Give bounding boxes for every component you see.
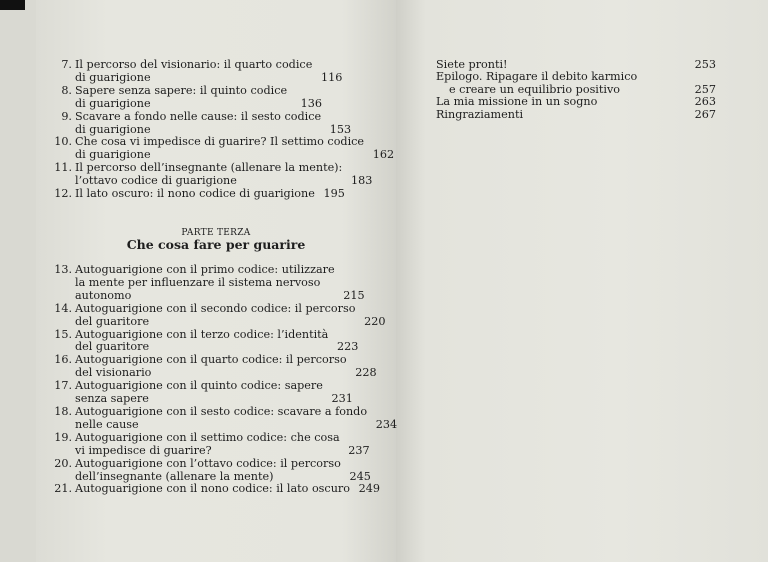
chapter-title-line: Autoguarigione con il primo codice: utilizzare (75, 263, 335, 276)
toc-entry (50, 482, 380, 496)
chapter-title-line: Autoguarigione con il nono codice: il lato oscuro (75, 482, 350, 496)
part-title: Che cosa fare per guarire (126, 237, 306, 252)
chapter-number: 14. (54, 301, 72, 315)
chapter-title-line: di guarigione (75, 148, 151, 162)
chapter-number: 10. (54, 135, 72, 149)
chapter-title-line: Sapere senza sapere: il quinto codice (75, 83, 288, 97)
chapter-number: 16. (54, 353, 72, 367)
chapter-title-line: autonomo (75, 288, 132, 302)
section-title-line: Epilogo. Ripagare il debito karmico (436, 70, 638, 84)
chapter-title-line: Scavare a fondo nelle cause: il sesto codice (75, 109, 322, 123)
toc-entry (50, 85, 322, 111)
toc-entry (50, 58, 343, 85)
chapter-title-line: Autoguarigione con il quarto codice: il percorso (75, 353, 347, 367)
chapter-title-line: Autoguarigione con il settimo codice: che cosa (75, 430, 340, 444)
chapter-title-line: del guaritore (75, 314, 150, 328)
page-number: 249 (358, 482, 380, 496)
toc-list-bottom (50, 263, 398, 496)
chapter-title-line: del visionario (75, 366, 152, 380)
toc-list-top (50, 58, 395, 201)
chapter-number: 9. (61, 109, 72, 123)
chapter-title-line: Il lato oscuro: il nono codice di guarigione (75, 187, 315, 201)
chapter-title-line: vi impedisce di guarire? (75, 443, 212, 457)
chapter-title-line: Che cosa vi impedisce di guarire? Il settimo codice (75, 135, 365, 149)
toc-entry (50, 135, 395, 162)
page-number: 183 (350, 174, 373, 188)
chapter-title-line: di guarigione (75, 70, 151, 84)
chapter-title-line: di guarigione (75, 96, 151, 110)
toc-entry (436, 96, 716, 108)
chapter-number: 20. (54, 456, 72, 470)
page-number: 228 (355, 366, 377, 380)
toc-entry (50, 263, 365, 303)
toc-entry (436, 71, 716, 96)
toc-entry (50, 301, 386, 329)
toc-entry (50, 161, 373, 188)
page-number: 245 (349, 469, 371, 483)
page-number: 263 (694, 95, 716, 109)
section-title-line: Siete pronti! (436, 58, 508, 71)
page-number: 253 (694, 58, 716, 71)
chapter-title-line: Il percorso del visionario: il quarto codice (75, 58, 313, 71)
page-number: 195 (323, 187, 345, 201)
page-number: 257 (694, 82, 716, 96)
page-number: 267 (694, 107, 716, 121)
chapter-number: 19. (54, 430, 72, 444)
chapter-number: 18. (54, 404, 72, 418)
chapter-title-line: Autoguarigione con il sesto codice: scavare a fondo (75, 404, 368, 418)
chapter-title-line: Autoguarigione con il quinto codice: sapere (75, 379, 323, 393)
section-title-line: La mia missione in un sogno (436, 95, 598, 109)
chapter-number: 7. (61, 58, 72, 71)
toc-entry (50, 109, 352, 137)
toc-entry (50, 187, 345, 201)
toc-entry (50, 430, 370, 458)
chapter-number: 15. (54, 327, 72, 341)
chapter-number: 12. (54, 187, 72, 201)
page-number: 153 (329, 122, 352, 136)
chapter-title-line: Autoguarigione con l’ottavo codice: il percorso (75, 456, 341, 470)
page-number: 136 (300, 96, 322, 110)
chapter-title-line: la mente per influenzare il sistema nervoso (75, 275, 321, 289)
page-number: 116 (320, 70, 343, 84)
page-number: 215 (343, 288, 365, 302)
chapter-title-line: Autoguarigione con il secondo codice: il percorso (75, 301, 356, 315)
chapter-title-line: l’ottavo codice di guarigione (75, 174, 237, 188)
page-number: 234 (375, 417, 398, 431)
toc-entry (50, 327, 359, 355)
page-number: 231 (331, 392, 353, 406)
chapter-number: 11. (54, 161, 72, 175)
toc-entry (50, 456, 371, 484)
section-title-line: e creare un equilibrio positivo (449, 82, 621, 96)
chapter-title-line: di guarigione (75, 122, 151, 136)
chapter-number: 17. (54, 379, 72, 393)
page-number: 237 (348, 443, 370, 457)
chapter-title-line: del guaritore (75, 340, 150, 354)
toc-entry (50, 353, 377, 380)
page-number: 223 (337, 340, 359, 354)
toc-entry (50, 404, 398, 432)
chapter-number: 21. (54, 482, 72, 496)
chapter-title-line: dell’insegnante (allenare la mente) (75, 469, 274, 483)
toc-entry (436, 109, 716, 121)
toc-list-right (436, 59, 716, 121)
chapter-title-line: Autoguarigione con il terzo codice: l’identità (75, 327, 329, 341)
chapter-title-line: Il percorso dell’insegnante (allenare la mente): (75, 161, 343, 175)
page-number: 220 (364, 314, 386, 328)
part-label: PARTE TERZA (181, 228, 251, 238)
chapter-number: 8. (61, 83, 72, 97)
chapter-title-line: senza sapere (75, 392, 149, 406)
page-number: 162 (372, 148, 395, 162)
chapter-number: 13. (54, 263, 72, 276)
chapter-title-line: nelle cause (75, 417, 139, 431)
toc-entry (50, 379, 353, 406)
page-edge (0, 10, 15, 562)
section-title-line: Ringraziamenti (436, 107, 524, 121)
